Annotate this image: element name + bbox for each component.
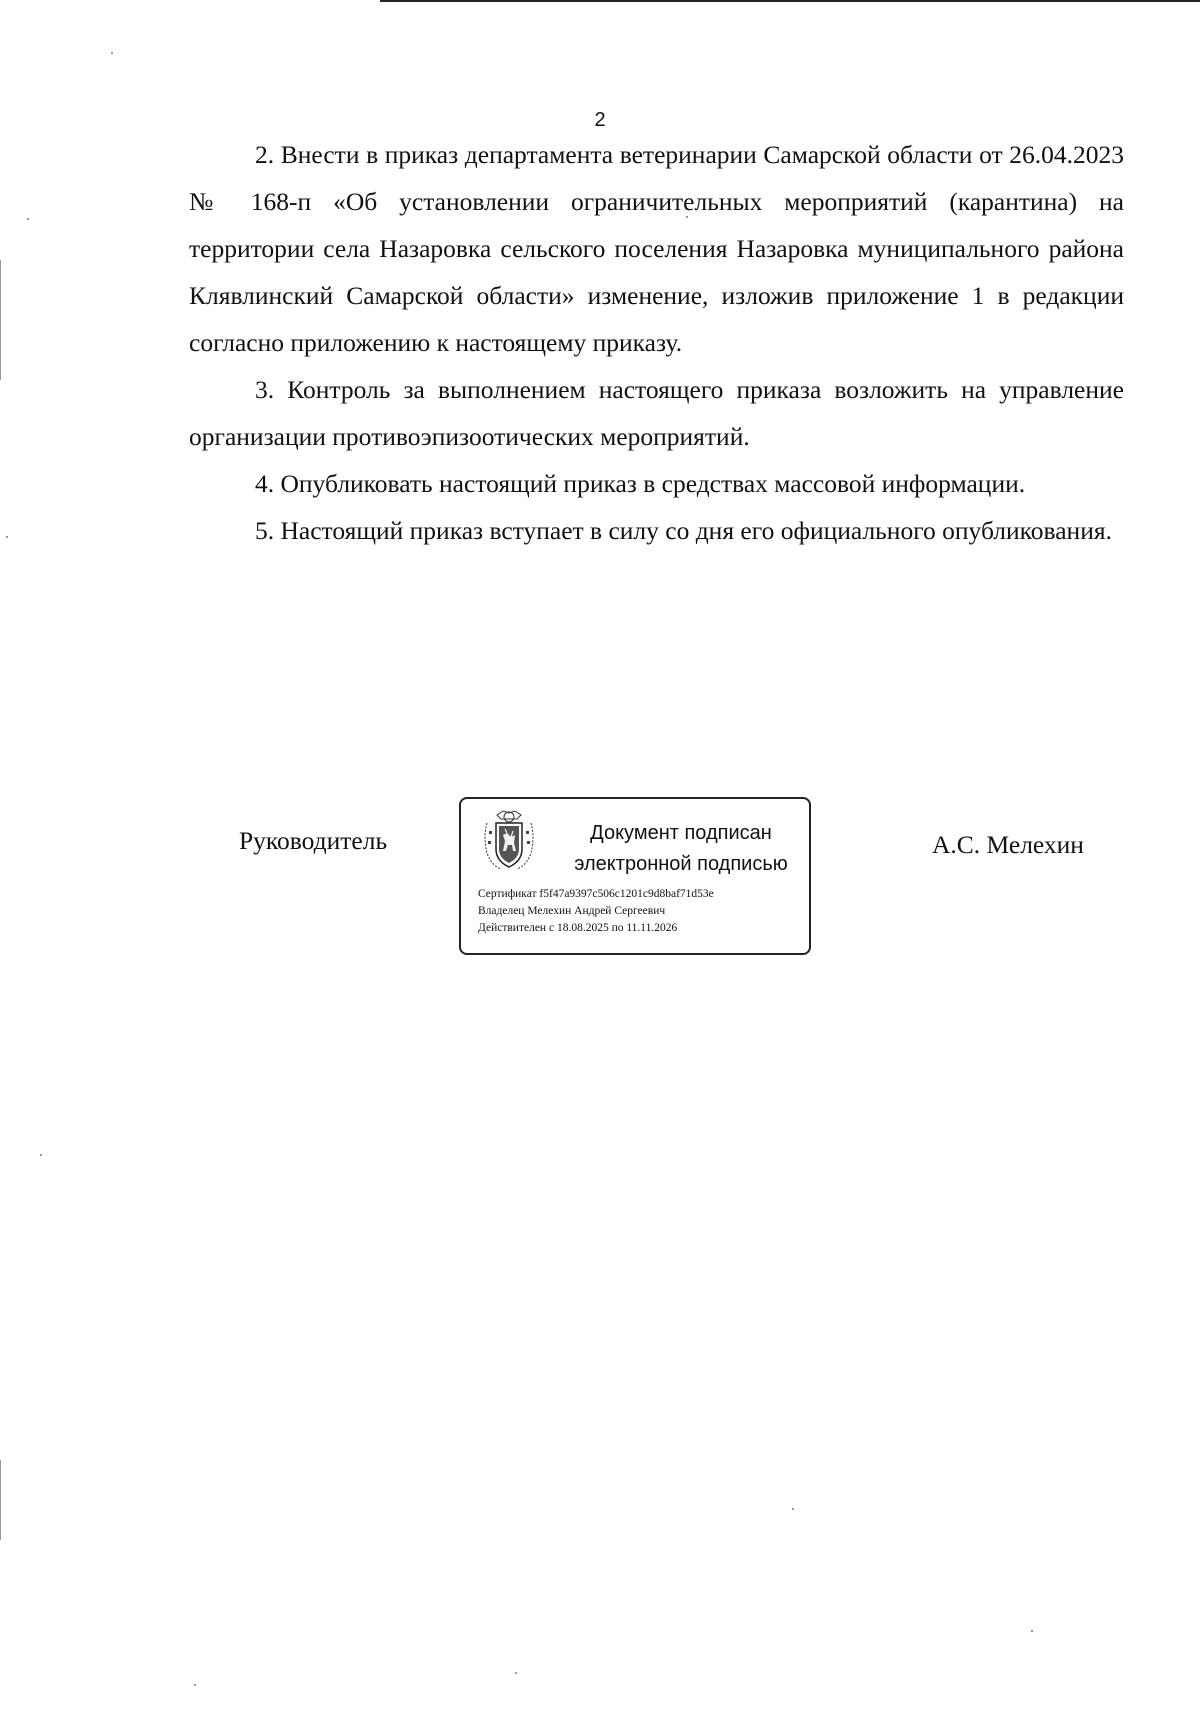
signer-position-title: Руководитель [239,826,388,855]
paragraph-item-5: 5. Настоящий приказ вступает в силу со дня его официального опубликования. [255,516,1112,545]
scan-edge-line [380,0,1200,2]
signer-name: А.С. Мелехин [932,830,1084,859]
scan-edge-mark [0,260,1,380]
stamp-owner: Владелец Мелехин Андрей Сергеевич [478,905,666,917]
paragraph-item-4: 4. Опубликовать настоящий приказ в средствах массовой информации. [255,469,1026,498]
scan-speck [1031,1630,1033,1632]
scan-speck [686,216,688,218]
stamp-validity: Действителен с 18.08.2025 по 11.11.2026 [478,922,678,934]
scan-speck [194,1684,196,1686]
scan-speck [40,1154,42,1156]
scan-speck [6,536,8,538]
samara-coat-of-arms-icon [481,807,537,875]
scan-speck [111,52,113,54]
paragraph-item-3: 3. Контроль за выполнением настоящего приказа возложить на управление организации противоэпизоотических мероприятий. [189,375,1124,451]
scan-speck [515,1672,517,1674]
scan-speck [27,218,29,220]
paragraph-item-2: 2. Внести в приказ департамента ветеринарии Самарской области от 26.04.2023 № 168-п «Об установлении ограничительных мероприятий (карантина) на территории села Назаровка сельского поселения Назаровка муниципального района Клявлинский Самарской области» изменение, изложив приложение 1 в редакции согласно приложению к настоящему приказу. [189,140,1124,357]
document-body [189,131,1124,554]
scan-speck [792,1508,794,1510]
electronic-signature-stamp [459,797,811,955]
stamp-signed-line: Документ подписан [590,822,772,844]
scan-edge-mark [0,1460,1,1540]
page-number: 2 [594,109,606,131]
stamp-certificate: Сертификат f5f47a9397c506c1201c9d8baf71d53e [478,888,714,900]
stamp-signature-type: электронной подписью [574,853,788,875]
